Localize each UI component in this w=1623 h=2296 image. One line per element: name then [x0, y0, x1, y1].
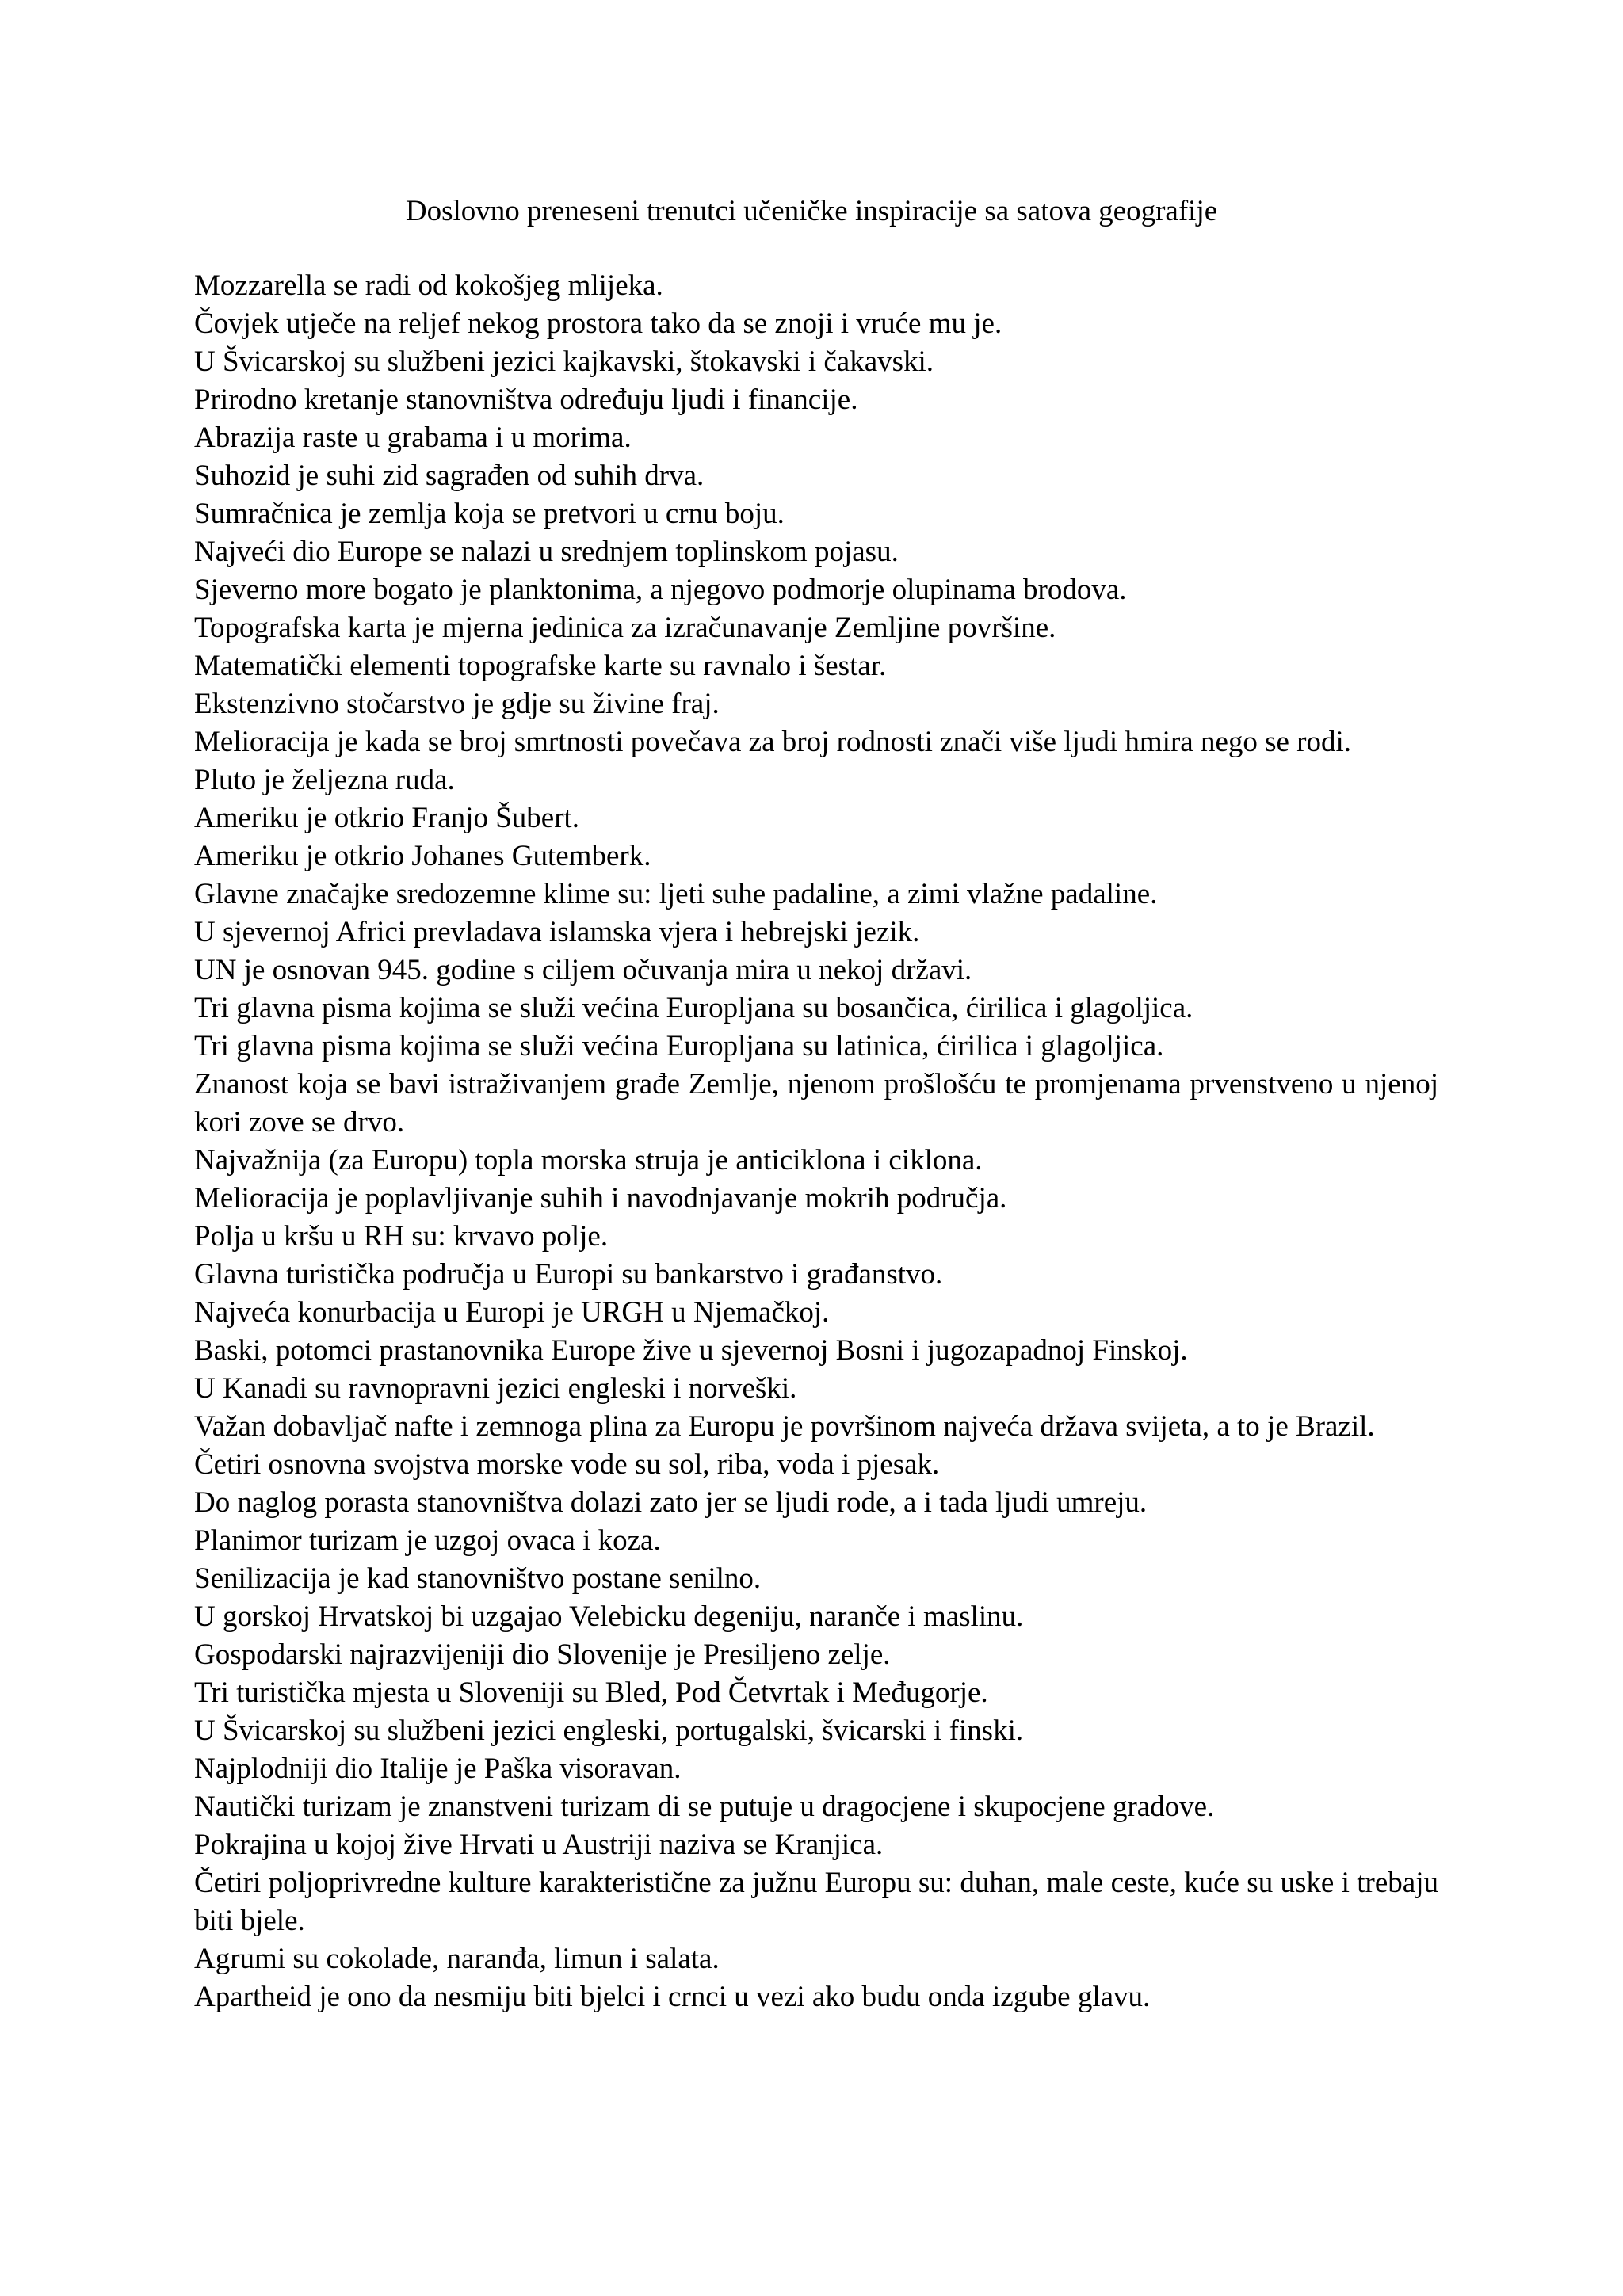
sentence-item: Znanost koja se bavi istraživanjem građe Zemlje, njenom prošlošću te promjenama prvenstveno u njenoj kori zove se drvo. [194, 1068, 1438, 1138]
sentence-item: Prirodno kretanje stanovništva određuju ljudi i financije. [194, 383, 858, 416]
sentence-item: Tri glavna pisma kojima se služi većina Europljana su bosančica, ćirilica i glagoljica. [194, 992, 1193, 1024]
sentence-item: Najveći dio Europe se nalazi u srednjem toplinskom pojasu. [194, 536, 899, 568]
sentence-list [194, 267, 1438, 2016]
sentence-item: Polja u kršu u RH su: krvavo polje. [194, 1220, 609, 1253]
document-title: Doslovno preneseni trenutci učeničke inspiracije sa satova geografije [405, 195, 1218, 227]
sentence-item: Najveća konurbacija u Europi je URGH u Njemačkoj. [194, 1296, 830, 1329]
sentence-item: Melioracija je kada se broj smrtnosti povečava za broj rodnosti znači više ljudi hmira nego se rodi. [194, 726, 1352, 758]
sentence-item: Pokrajina u kojoj žive Hrvati u Austriji naziva se Kranjica. [194, 1829, 884, 1861]
sentence-item: UN je osnovan 945. godine s ciljem očuvanja mira u nekoj državi. [194, 954, 972, 986]
sentence-item: Nautički turizam je znanstveni turizam di se putuje u dragocjene i skupocjene gradove. [194, 1791, 1215, 1823]
sentence-item: Mozzarella se radi od kokošjeg mlijeka. [194, 269, 663, 302]
sentence-item: Senilizacija je kad stanovništvo postane senilno. [194, 1562, 762, 1595]
sentence-item: Abrazija raste u grabama i u morima. [194, 421, 632, 454]
sentence-item: Tri turistička mjesta u Sloveniji su Bled, Pod Četvrtak i Međugorje. [194, 1676, 988, 1709]
sentence-item: U Švicarskoj su službeni jezici kajkavski, štokavski i čakavski. [194, 345, 934, 378]
sentence-item: Sumračnica je zemlja koja se pretvori u crnu boju. [194, 498, 785, 530]
sentence-item: Pluto je željezna ruda. [194, 764, 455, 796]
sentence-item: U gorskoj Hrvatskoj bi uzgajao Velebicku degeniju, naranče i maslinu. [194, 1600, 1024, 1633]
sentence-item: Glavne značajke sredozemne klime su: ljeti suhe padaline, a zimi vlažne padaline. [194, 878, 1158, 910]
sentence-item: Gospodarski najrazvijeniji dio Slovenije je Presiljeno zelje. [194, 1638, 891, 1671]
sentence-item: Baski, potomci prastanovnika Europe žive u sjevernoj Bosni i jugozapadnoj Finskoj. [194, 1334, 1188, 1367]
sentence-item: Četiri osnovna svojstva morske vode su sol, riba, voda i pjesak. [194, 1448, 940, 1481]
sentence-item: Topografska karta je mjerna jedinica za izračunavanje Zemljine površine. [194, 612, 1056, 644]
sentence-item: Sjeverno more bogato je planktonima, a njegovo podmorje olupinama brodova. [194, 574, 1127, 606]
sentence-item: U sjevernoj Africi prevladava islamska vjera i hebrejski jezik. [194, 916, 920, 948]
sentence-item: Planimor turizam je uzgoj ovaca i koza. [194, 1524, 661, 1557]
sentence-item: Do naglog porasta stanovništva dolazi zato jer se ljudi rode, a i tada ljudi umreju. [194, 1486, 1148, 1519]
sentence-item: Matematički elementi topografske karte su ravnalo i šestar. [194, 650, 887, 682]
sentence-item: Najvažnija (za Europu) topla morska struja je anticiklona i ciklona. [194, 1144, 983, 1177]
sentence-item: Agrumi su cokolade, naranđa, limun i salata. [194, 1943, 720, 1975]
sentence-item: Ameriku je otkrio Franjo Šubert. [194, 802, 580, 834]
sentence-item: Najplodniji dio Italije je Paška visoravan. [194, 1753, 682, 1785]
sentence-item: Ameriku je otkrio Johanes Gutemberk. [194, 840, 651, 872]
sentence-item: Melioracija je poplavljivanje suhih i navodnjavanje mokrih područja. [194, 1182, 1007, 1215]
sentence-item: Važan dobavljač nafte i zemnoga plina za Europu je površinom najveća država svijeta, a to je Brazil. [194, 1410, 1375, 1443]
sentence-item: U Švicarskoj su službeni jezici engleski, portugalski, švicarski i finski. [194, 1714, 1024, 1747]
sentence-item: U Kanadi su ravnopravni jezici engleski i norveški. [194, 1372, 797, 1405]
sentence-item: Ekstenzivno stočarstvo je gdje su živine fraj. [194, 688, 720, 720]
sentence-item: Glavna turistička područja u Europi su bankarstvo i građanstvo. [194, 1258, 943, 1291]
sentence-item: Čovjek utječe na reljef nekog prostora tako da se znoji i vruće mu je. [194, 307, 1002, 340]
sentence-item: Suhozid je suhi zid sagrađen od suhih drva. [194, 460, 705, 492]
sentence-item: Četiri poljoprivredne kulture karakteristične za južnu Europu su: duhan, male ceste, kuće su uske i trebaju biti bjele. [194, 1867, 1438, 1937]
sentence-item: Tri glavna pisma kojima se služi većina Europljana su latinica, ćirilica i glagoljica. [194, 1030, 1164, 1062]
sentence-item: Apartheid je ono da nesmiju biti bjelci i crnci u vezi ako budu onda izgube glavu. [194, 1981, 1151, 2013]
